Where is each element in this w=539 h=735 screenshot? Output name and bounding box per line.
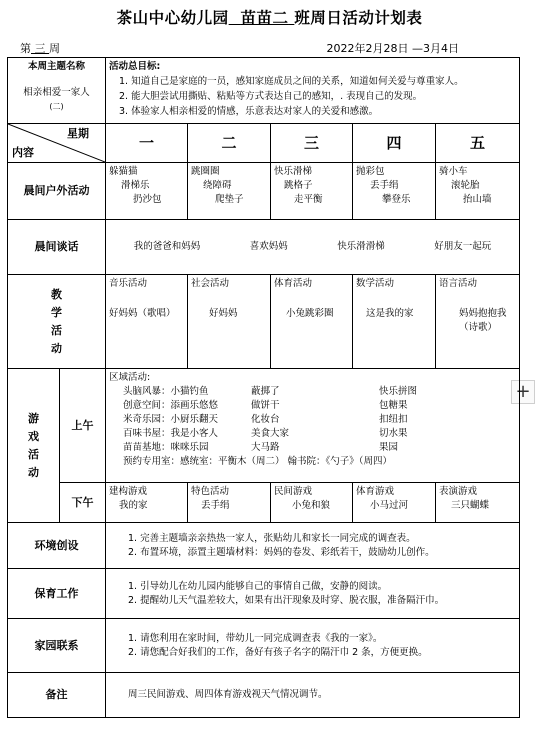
area-cell: 包糖果 [379, 400, 408, 411]
activity-content: 好妈妈 [209, 308, 238, 319]
add-icon[interactable]: + [511, 380, 535, 404]
games-label-char: 活 [28, 447, 39, 461]
outdoor-item: 躲猫猫 [109, 166, 138, 177]
pm-cell-tuesday [188, 483, 271, 523]
pm-cell-monday [106, 483, 188, 523]
week-label [20, 40, 60, 56]
area-list [109, 385, 516, 469]
games-label [8, 369, 60, 523]
goals-title: 活动总目标: [109, 61, 161, 72]
area-cell: 扣纽扣 [379, 414, 408, 425]
games-label-char: 游 [28, 411, 39, 425]
outdoor-item: 跳圈圈 [191, 166, 220, 177]
talk-item: 我的爸爸和妈妈 [133, 241, 201, 252]
pm-cell-wednesday [271, 483, 353, 523]
teaching-label-char: 教 [51, 287, 62, 301]
pm-cell-friday [436, 483, 520, 523]
activity-content: 这是我的家 [366, 308, 414, 319]
area-cell: 切水果 [379, 428, 408, 439]
games-label-char: 戏 [28, 429, 39, 443]
teaching-label-char: 活 [51, 323, 62, 337]
outdoor-item: 丢手绢 [370, 180, 399, 191]
date-range: 2022年2月28日 —3月4日 [326, 42, 459, 55]
care-cell [106, 569, 520, 619]
theme-row [8, 58, 520, 124]
area-cell: 大马路 [251, 442, 280, 453]
goals-list [109, 75, 516, 119]
pm-content: 丢手绢 [201, 500, 230, 511]
outdoor-item: 滚轮胎 [451, 180, 480, 191]
care-row [8, 569, 520, 619]
area-row [123, 441, 516, 455]
outdoor-item: 跳格子 [284, 180, 313, 191]
activity-type: 体育活动 [274, 278, 313, 289]
weekday-label: 星期 [67, 127, 90, 140]
pm-type: 表演游戏 [439, 486, 478, 497]
environment-row [8, 523, 520, 569]
notes-row [8, 673, 520, 718]
activity-content: 小兔跳彩圈 [286, 308, 334, 319]
area-cell: 果园 [379, 442, 399, 453]
area-cell: 做饼干 [251, 400, 280, 411]
area-title: 区域活动: [109, 372, 151, 383]
theme-name-cell [8, 58, 106, 124]
outdoor-item: 攀登乐 [382, 194, 411, 205]
outdoor-item: 滑梯乐 [121, 180, 150, 191]
area-row [123, 399, 516, 413]
pm-type: 民间游戏 [274, 486, 313, 497]
family-label: 家园联系 [8, 619, 106, 673]
area-cell: 米奇乐园：小厨乐翻天 [123, 414, 219, 425]
special-room: 预约专用室：感统室：平衡木（周二） 翰书院：《勺子》（周四） [123, 456, 393, 467]
teaching-cell-wednesday [271, 275, 353, 369]
day-header-row [8, 124, 520, 163]
outdoor-item: 爬垫子 [215, 194, 244, 205]
pm-content: 我的家 [119, 500, 148, 511]
area-cell: 头脑风暴：小猫钓鱼 [123, 386, 209, 397]
pm-label: 下午 [60, 483, 106, 523]
outdoor-item: 走平衡 [294, 194, 323, 205]
day-friday: 五 [436, 124, 520, 163]
outdoor-item: 扔沙包 [133, 194, 162, 205]
goal-item: 2. 能大胆尝试用撕贴、粘贴等方式表达自己的感知，. 表现自己的发现。 [119, 91, 423, 102]
activity-type: 社会活动 [191, 278, 230, 289]
theme-sub: (二) [49, 102, 64, 111]
area-cell: 美食大家 [251, 428, 290, 439]
care-label: 保育工作 [8, 569, 106, 619]
environment-line: 2. 布置环境，添置主题墙材料：妈妈的卷发、彩纸若干，鼓励幼儿创作。 [128, 546, 435, 558]
theme-goals-cell [106, 58, 520, 124]
notes-cell [106, 673, 520, 718]
pm-cell-thursday [353, 483, 436, 523]
activity-content: 好妈妈（歌唱） [109, 308, 176, 319]
area-cell: 苗苗基地：咪咪乐园 [123, 442, 209, 453]
area-activity-cell [106, 369, 520, 483]
family-row [8, 619, 520, 673]
area-row [123, 413, 516, 427]
theme-label: 本周主题名称 [28, 61, 86, 72]
activity-type: 音乐活动 [109, 278, 148, 289]
area-cell: 化妆台 [251, 414, 280, 425]
day-thursday: 四 [353, 124, 436, 163]
area-cell: 蔽掷了 [251, 386, 280, 397]
environment-cell [106, 523, 520, 569]
morning-outdoor-label: 晨间户外活动 [8, 163, 106, 220]
environment-line: 1. 完善主题墙亲亲热热一家人，张贴幼儿和家长一同完成的调查表。 [128, 532, 416, 544]
weekday-content-header [8, 124, 106, 163]
goal-item: 1. 知道自己是家庭的一员，感知家庭成员之间的关系，知道如何关爱与尊重家人。 [119, 76, 464, 87]
school-name: 茶山中心幼儿园 [116, 9, 229, 27]
outdoor-cell-monday [106, 163, 188, 220]
theme-name: 相亲相爱一家人 [23, 87, 90, 98]
activity-type: 数学活动 [356, 278, 395, 289]
outdoor-item: 抛彩包 [356, 166, 385, 177]
teaching-label [8, 275, 106, 369]
area-row [123, 427, 516, 441]
pm-content: 小兔和狼 [292, 500, 331, 511]
goal-item: 3. 体验家人相亲相爱的情感，乐意表达对家人的关爱和感激。 [119, 106, 379, 117]
morning-talk-cell [106, 220, 520, 275]
care-line: 2. 提醒幼儿天气温差较大，如果有出汗现象及时穿、脱衣服，准备隔汗巾。 [128, 594, 445, 606]
page-title [0, 6, 539, 28]
title-suffix: 班周日活动计划表 [294, 9, 423, 27]
pm-content: 三只蝴蝶 [451, 500, 490, 511]
notes-label: 备注 [8, 673, 106, 718]
outdoor-cell-wednesday [271, 163, 353, 220]
week-number-text: 三 [34, 42, 46, 55]
care-line: 1. 引导幼儿在幼儿园内能够自己的事情自己做，安静的阅读。 [128, 580, 388, 592]
pm-content: 小马过河 [370, 500, 409, 511]
teaching-cell-friday [436, 275, 520, 369]
pm-type: 特色活动 [191, 486, 230, 497]
talk-item: 好朋友一起玩 [434, 241, 492, 252]
content-label: 内容 [12, 146, 34, 159]
area-row [123, 385, 516, 399]
area-cell: 百味书屋：我是小客人 [123, 428, 219, 439]
morning-outdoor-row [8, 163, 520, 220]
activity-type: 语言活动 [439, 278, 478, 289]
outdoor-item: 抬山墙 [463, 194, 492, 205]
day-wednesday: 三 [271, 124, 353, 163]
week-number [31, 42, 49, 55]
outdoor-item: 快乐滑梯 [274, 166, 313, 177]
area-cell: 快乐拼图 [379, 386, 418, 397]
talk-item: 喜欢妈妈 [249, 241, 288, 252]
games-am-row [8, 369, 520, 483]
games-pm-row [8, 483, 520, 523]
morning-talk-label: 晨间谈话 [8, 220, 106, 275]
talk-items [109, 240, 516, 254]
teaching-cell-thursday [353, 275, 436, 369]
pm-type: 体育游戏 [356, 486, 395, 497]
class-name [229, 9, 295, 27]
family-cell [106, 619, 520, 673]
talk-item: 快乐滑滑梯 [337, 241, 385, 252]
family-line: 1. 请您利用在家时间，带幼儿一同完成调查表《我的一家》。 [128, 632, 383, 644]
day-monday: 一 [106, 124, 188, 163]
teaching-label-char: 学 [51, 305, 62, 319]
activity-content: 妈妈抱抱我（诗歌） [459, 308, 507, 333]
teaching-cell-monday [106, 275, 188, 369]
area-cell: 创意空间：添画乐悠悠 [123, 400, 219, 411]
notes-text: 周三民间游戏、周四体育游戏视天气情况调节。 [128, 689, 328, 700]
outdoor-cell-friday [436, 163, 520, 220]
morning-talk-row [8, 220, 520, 275]
teaching-label-char: 动 [51, 341, 62, 355]
teaching-row [8, 275, 520, 369]
environment-label: 环境创设 [8, 523, 106, 569]
pm-type: 建构游戏 [109, 486, 148, 497]
outdoor-cell-thursday [353, 163, 436, 220]
games-label-char: 动 [28, 465, 39, 479]
family-line: 2. 请您配合好我们的工作，备好有孩子名字的隔汗巾 2 条，方便更换。 [128, 646, 428, 658]
weekly-plan-table [7, 57, 520, 718]
outdoor-cell-tuesday [188, 163, 271, 220]
outdoor-item: 骑小车 [439, 166, 468, 177]
outdoor-item: 绕障碍 [203, 180, 232, 191]
week-prefix: 第 [20, 42, 31, 55]
day-tuesday: 二 [188, 124, 271, 163]
week-suffix: 周 [49, 42, 60, 55]
class-name-text: 苗苗二 [240, 9, 289, 27]
am-label: 上午 [60, 369, 106, 483]
teaching-cell-tuesday [188, 275, 271, 369]
